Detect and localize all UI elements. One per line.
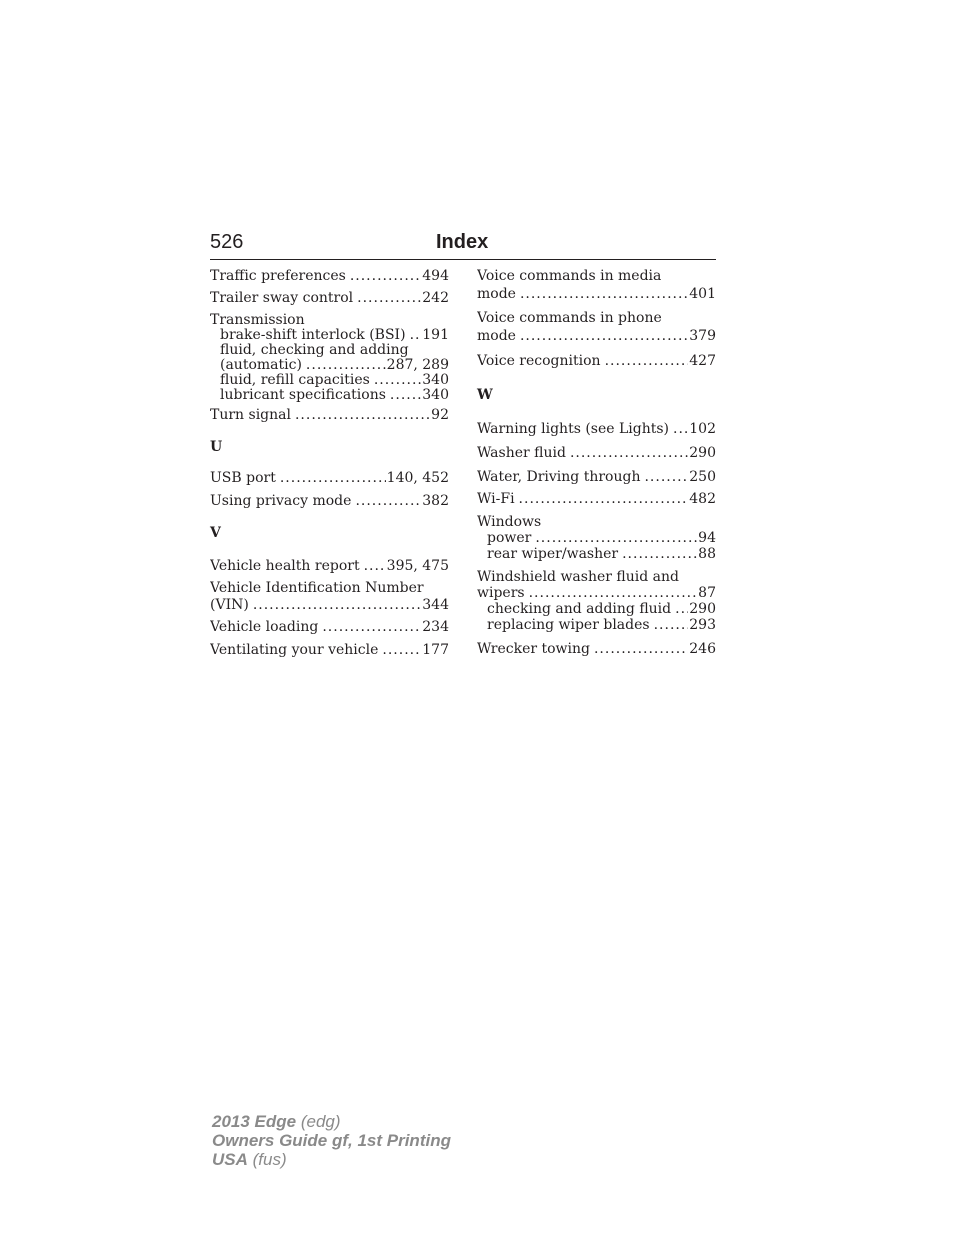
section-heading-w: W (477, 387, 493, 403)
page-ref: 234 (422, 619, 449, 635)
index-entry (210, 493, 449, 509)
entry-line (477, 445, 716, 461)
index-entry (477, 491, 716, 507)
entry-text: power (487, 530, 532, 546)
dot-leader (322, 619, 421, 635)
entry-text: USB port (210, 470, 276, 486)
entry-line (477, 268, 716, 286)
entry-text: Voice commands in media (477, 268, 662, 284)
dot-leader (390, 387, 421, 402)
page-ref: 290 (689, 601, 716, 617)
entry-text: Warning lights (see Lights) (477, 421, 670, 437)
header-divider (210, 259, 716, 260)
page-ref: 246 (689, 641, 716, 657)
section-heading-u: U (210, 439, 223, 455)
entry-text: Voice recognition (477, 353, 601, 369)
entry-text: Wrecker towing (477, 641, 590, 657)
page-ref: 102 (689, 421, 716, 437)
entry-line (210, 597, 449, 613)
dot-leader (675, 601, 688, 617)
page-ref: 290 (689, 445, 716, 461)
entry-line (210, 357, 449, 372)
entry-line (210, 268, 449, 284)
index-entry-media (477, 268, 716, 302)
entry-line (210, 372, 449, 387)
index-entry (210, 407, 449, 423)
entry-line (477, 469, 716, 485)
dot-leader (605, 353, 689, 369)
index-entry (477, 353, 716, 369)
page-ref: 395, 475 (386, 558, 449, 574)
dot-leader (644, 469, 688, 485)
entry-text: brake-shift interlock (BSI) (220, 327, 406, 342)
dot-leader (374, 372, 421, 387)
dot-leader (382, 642, 421, 658)
entry-text: Traffic preferences (210, 268, 346, 284)
entry-text: fluid, checking and adding (220, 342, 409, 357)
entry-text: Using privacy mode (210, 493, 352, 509)
entry-text: Wi-Fi (477, 491, 515, 507)
entry-text: Vehicle loading (210, 619, 319, 635)
index-entry-phone (477, 310, 716, 344)
dot-leader (355, 493, 421, 509)
page-title: Index (436, 231, 489, 253)
dot-leader (594, 641, 688, 657)
entry-line (477, 491, 716, 507)
index-entry (477, 469, 716, 485)
entry-line (210, 327, 449, 342)
entry-line (210, 407, 449, 423)
page-ref: 92 (431, 407, 449, 423)
entry-text: Washer fluid (477, 445, 566, 461)
section-heading-v: V (210, 525, 221, 541)
entry-line (477, 286, 716, 302)
page-ref: 88 (698, 546, 716, 562)
dot-leader (654, 617, 689, 633)
entry-text: rear wiper/washer (487, 546, 619, 562)
dot-leader (364, 558, 386, 574)
entry-text: fluid, refill capacities (220, 372, 370, 387)
entry-text: Trailer sway control (210, 290, 354, 306)
dot-leader (570, 445, 688, 461)
index-entry (477, 641, 716, 657)
dot-leader (673, 421, 688, 437)
index-entry (210, 558, 449, 574)
footer-text: 2013 Edge (212, 1112, 297, 1131)
page-ref: 340 (422, 387, 449, 402)
dot-leader (535, 530, 697, 546)
entry-line (477, 601, 716, 617)
entry-line (477, 585, 716, 601)
entry-line (477, 546, 716, 562)
index-entry-windows (477, 514, 716, 562)
entry-line (210, 470, 449, 486)
entry-line (210, 387, 449, 402)
index-entry-windshield (477, 569, 716, 633)
dot-leader (410, 327, 422, 342)
entry-line (477, 530, 716, 546)
dot-leader (253, 597, 421, 613)
dot-leader (519, 491, 689, 507)
dot-leader (280, 470, 386, 486)
page-footer (212, 1112, 451, 1169)
index-entry (210, 268, 449, 284)
footer-text: USA (212, 1150, 248, 1169)
page-ref: 293 (689, 617, 716, 633)
page-ref: 250 (689, 469, 716, 485)
entry-text: Turn signal (210, 407, 291, 423)
dot-leader (295, 407, 430, 423)
index-entry (210, 290, 449, 306)
index-entry (210, 642, 449, 658)
entry-text: checking and adding fluid (487, 601, 672, 617)
entry-text: Voice commands in phone (477, 310, 662, 326)
dot-leader (350, 268, 421, 284)
entry-line (477, 310, 716, 328)
entry-text: mode (477, 286, 516, 302)
page-ref: 287, 289 (386, 357, 449, 372)
dot-leader (306, 357, 386, 372)
entry-text: Transmission (210, 312, 305, 327)
entry-line (210, 619, 449, 635)
page-number: 526 (210, 231, 244, 253)
page-ref: 382 (422, 493, 449, 509)
entry-line (477, 617, 716, 633)
entry-line (477, 353, 716, 369)
entry-line (477, 328, 716, 344)
dot-leader (622, 546, 697, 562)
dot-leader (357, 290, 421, 306)
dot-leader (520, 286, 688, 302)
entry-line (477, 641, 716, 657)
index-entry (477, 445, 716, 461)
entry-text: Vehicle health report (210, 558, 360, 574)
entry-line (210, 642, 449, 658)
entry-text: replacing wiper blades (487, 617, 650, 633)
entry-text: (automatic) (220, 357, 302, 372)
entry-line (210, 290, 449, 306)
entry-text: Vehicle Identification Number (210, 580, 424, 596)
page-ref: 87 (698, 585, 716, 601)
entry-text: Ventilating your vehicle (210, 642, 379, 658)
entry-line (210, 342, 449, 357)
footer-line-model (212, 1112, 451, 1131)
page-ref: 177 (422, 642, 449, 658)
entry-text: wipers (477, 585, 525, 601)
page-ref: 140, 452 (386, 470, 449, 486)
page-ref: 340 (422, 372, 449, 387)
page-ref: 242 (422, 290, 449, 306)
page-header (210, 229, 716, 259)
index-entry-transmission (210, 312, 449, 402)
entry-text: Windows (477, 514, 542, 530)
page-ref: 94 (698, 530, 716, 546)
dot-leader (520, 328, 688, 344)
entry-line (477, 421, 716, 437)
page-ref: 401 (689, 286, 716, 302)
index-entry (477, 421, 716, 437)
page-ref: 482 (689, 491, 716, 507)
entry-line (477, 514, 716, 530)
page-ref: 191 (422, 327, 449, 342)
entry-text: Windshield washer fluid and (477, 569, 679, 585)
footer-line-guide (212, 1131, 451, 1150)
entry-line (210, 493, 449, 509)
entry-line (210, 312, 449, 327)
footer-text: (edg) (296, 1112, 341, 1131)
page-ref: 494 (422, 268, 449, 284)
page-ref: 427 (689, 353, 716, 369)
dot-leader (529, 585, 698, 601)
footer-line-region (212, 1150, 451, 1169)
entry-line (210, 558, 449, 574)
entry-text: mode (477, 328, 516, 344)
index-entry (210, 470, 449, 486)
page-ref: 379 (689, 328, 716, 344)
entry-text: Water, Driving through (477, 469, 641, 485)
entry-text: lubricant specifications (220, 387, 386, 402)
index-entry (210, 619, 449, 635)
entry-line (477, 569, 716, 585)
entry-line (210, 580, 449, 597)
entry-text: (VIN) (210, 597, 249, 613)
footer-text: (fus) (247, 1150, 287, 1169)
index-entry-vin (210, 580, 449, 613)
footer-text: Owners Guide gf, 1st Printing (212, 1131, 451, 1150)
page-ref: 344 (422, 597, 449, 613)
